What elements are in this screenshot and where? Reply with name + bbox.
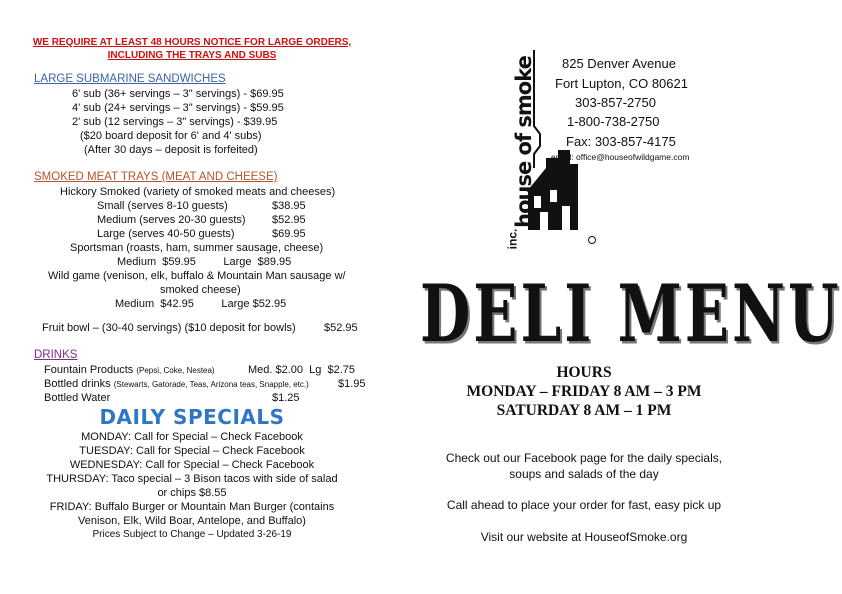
fruit-bowl-price: $52.95: [324, 322, 358, 334]
special-monday: MONDAY: Call for Special – Check Facebook: [81, 431, 303, 443]
bottled-water: Bottled Water: [44, 392, 111, 404]
special-wednesday: WEDNESDAY: Call for Special – Check Facebook: [69, 459, 315, 471]
hours-heading: HOURS: [556, 364, 612, 381]
sub-deposit: ($20 board deposit for 6' and 4' subs): [80, 130, 262, 142]
hickory-small-price: $38.95: [272, 200, 306, 212]
trays-heading: SMOKED MEAT TRAYS (MEAT AND CHEESE): [34, 171, 278, 183]
hours-weekday: MONDAY – FRIDAY 8 AM – 3 PM: [466, 383, 702, 400]
fountain-label: Fountain Products: [44, 364, 134, 376]
special-thursday: THURSDAY: Taco special – 3 Bison tacos with side of salad: [46, 473, 338, 485]
hickory-medium-price: $52.95: [272, 214, 306, 226]
hickory-large-price: $69.95: [272, 228, 306, 240]
hickory-desc: Hickory Smoked (variety of smoked meats and cheeses): [60, 186, 336, 198]
hickory-small: Small (serves 8-10 guests): [97, 200, 228, 212]
special-friday: FRIDAY: Buffalo Burger or Mountain Man Burger (contains: [49, 501, 335, 513]
phone: 303-857-2750: [575, 95, 656, 110]
notice-line-2: INCLUDING THE TRAYS AND SUBS: [107, 50, 277, 61]
hickory-large: Large (serves 40-50 guests): [97, 228, 235, 240]
sportsman-desc: Sportsman (roasts, ham, summer sausage, cheese): [70, 242, 324, 254]
website-note: Visit our website at HouseofSmoke.org: [480, 530, 688, 544]
address-city: Fort Lupton, CO 80621: [555, 76, 688, 91]
toll-free-phone: 1-800-738-2750: [567, 114, 660, 129]
subs-heading: LARGE SUBMARINE SANDWICHES: [34, 73, 226, 85]
prices-footnote: Prices Subject to Change – Updated 3-26-19: [92, 529, 292, 540]
hours-saturday: SATURDAY 8 AM – 1 PM: [496, 402, 672, 419]
email: email: office@houseofwildgame.com: [551, 152, 690, 162]
bottled-label: Bottled drinks: [44, 378, 111, 390]
sportsman-prices: Medium $59.95 Large $89.95: [117, 256, 292, 268]
sub-4ft: 4' sub (24+ servings – 3" servings) - $59.95: [72, 102, 284, 114]
logo-suffix: inc.: [505, 228, 520, 250]
special-tuesday: TUESDAY: Call for Special – Check Facebook: [79, 445, 305, 457]
daily-specials-heading: DAILY SPECIALS: [99, 405, 285, 429]
call-ahead-note: Call ahead to place your order for fast, easy pick up: [446, 498, 722, 512]
deli-menu-title: DELI MENU: [420, 268, 842, 360]
bottled-price: $1.95: [338, 378, 366, 390]
bottled-note: (Stewarts, Gatorade, Teas, Arizona teas, Snapple, etc.): [113, 380, 309, 389]
hickory-medium: Medium (serves 20-30 guests): [97, 214, 246, 226]
address-street: 825 Denver Avenue: [562, 56, 676, 71]
special-friday-2: Venison, Elk, Wild Boar, Antelope, and Buffalo): [78, 515, 306, 527]
fountain-note: (Pepsi, Coke, Nestea): [136, 366, 215, 375]
facebook-note-2: soups and salads of the day: [509, 467, 659, 481]
sub-forfeit: (After 30 days – deposit is forfeited): [84, 144, 258, 156]
wild-game-desc: Wild game (venison, elk, buffalo & Mountain Man sausage w/: [48, 270, 346, 282]
fax: Fax: 303-857-4175: [566, 134, 676, 149]
logo-brand-text: house of smoke: [512, 56, 536, 228]
sub-6ft: 6' sub (36+ servings – 3" servings) - $69.95: [72, 88, 284, 100]
fruit-bowl: Fruit bowl – (30-40 servings) ($10 deposit for bowls): [42, 322, 296, 334]
wild-game-prices: Medium $42.95 Large $52.95: [115, 298, 287, 310]
drinks-heading: DRINKS: [34, 349, 78, 361]
sub-2ft: 2' sub (12 servings – 3" servings) - $39.95: [72, 116, 278, 128]
fountain-price: Med. $2.00 Lg $2.75: [248, 364, 356, 376]
facebook-note-1: Check out our Facebook page for the daily specials,: [445, 451, 723, 465]
bottled-water-price: $1.25: [272, 392, 300, 404]
wild-game-desc-2: smoked cheese): [160, 284, 241, 296]
bottled-drinks: [44, 377, 309, 392]
fountain-products: [44, 363, 215, 378]
notice-line-1: WE REQUIRE AT LEAST 48 HOURS NOTICE FOR LARGE ORDERS,: [32, 37, 352, 48]
special-thursday-2: or chips $8.55: [157, 487, 227, 499]
